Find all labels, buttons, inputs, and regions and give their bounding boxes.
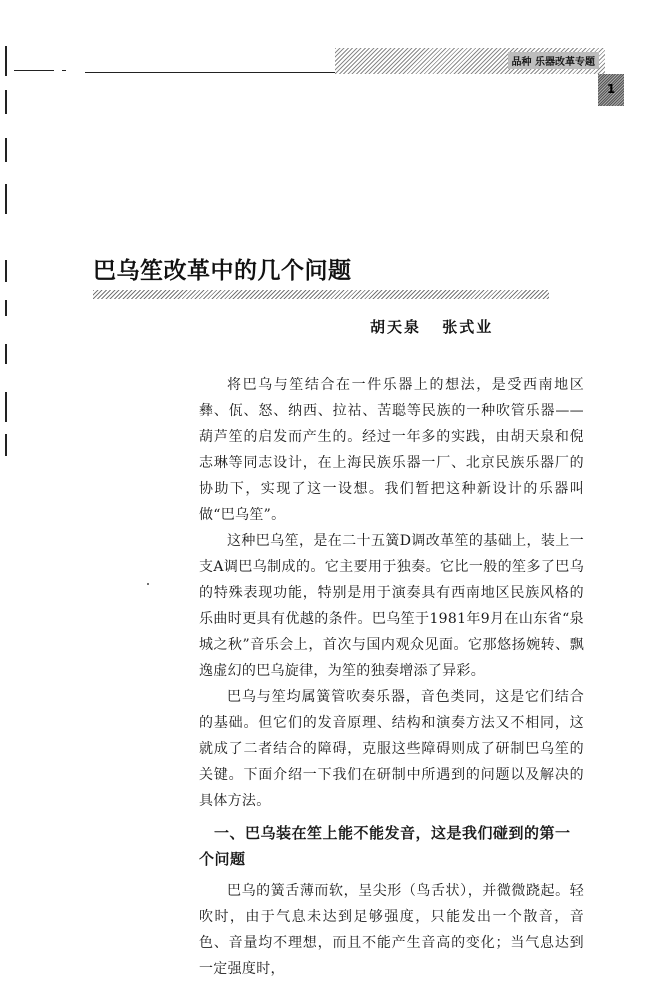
- margin-mark: [5, 90, 7, 114]
- margin-mark: [5, 392, 7, 422]
- article-authors: 胡天泉 张式业: [370, 318, 494, 336]
- section-heading: 一、巴乌装在笙上能不能发音，这是我们碰到的第一个问题: [199, 824, 571, 868]
- header-rule: [85, 72, 335, 73]
- body-paragraph: 巴乌的簧舌薄而软，呈尖形（鸟舌状），并微微跷起。轻吹时，由于气息未达到足够强度，只能发出一个散音，音色、音量均不理想，而且不能产生音高的变化；当气息达到一定强度时，: [199, 883, 584, 977]
- running-header: [335, 48, 605, 74]
- body-paragraph: 将巴乌与笙结合在一件乐器上的想法，是受西南地区彝、佤、怒、纳西、拉祜、苦聪等民族的一种吹管乐器——葫芦笙的启发而产生的。经过一年多的实践，由胡天泉和倪志琳等同志设计，在上海民族乐器一厂、北京民族乐器厂的协助下，实现了这一设想。我们暂把这种新设计的乐器叫做“巴乌笙”。: [199, 377, 584, 523]
- running-title: 品种 乐器改革专题: [508, 52, 599, 69]
- margin-mark: [5, 260, 7, 282]
- margin-mark: [5, 138, 7, 162]
- margin-mark: [5, 344, 7, 364]
- title-rule: [93, 290, 549, 299]
- body-paragraph: 这种巴乌笙，是在二十五簧D调改革笙的基础上，装上一支A调巴乌制成的。它主要用于独奏。它比一般的笙多了巴乌的特殊表现功能，特别是用于演奏具有西南地区民族风格的乐曲时更具有优越的条件。巴乌笙于1981年9月在山东省“泉城之秋”音乐会上，首次与国内观众见面。它那悠扬婉转、飘逸虚幻的巴乌旋律，为笙的独奏增添了异彩。: [199, 533, 584, 679]
- margin-mark: [5, 184, 7, 214]
- page-number: 1: [606, 82, 616, 96]
- header-rule: [62, 70, 66, 71]
- margin-mark: [5, 434, 7, 456]
- article-body: [199, 372, 584, 982]
- scan-speck: [147, 583, 149, 585]
- page-tab: [598, 74, 624, 106]
- margin-mark: [5, 300, 7, 316]
- body-paragraph: 巴乌与笙均属簧管吹奏乐器，音色类同，这是它们结合的基础。但它们的发音原理、结构和演奏方法又不相同，这就成了二者结合的障碍，克服这些障碍则成了研制巴乌笙的关键。下面介绍一下我们在研制中所遇到的问题以及解决的具体方法。: [199, 689, 584, 809]
- header-rule: [14, 70, 54, 71]
- margin-mark: [5, 46, 7, 76]
- article-title: 巴乌笙改革中的几个问题: [93, 258, 352, 284]
